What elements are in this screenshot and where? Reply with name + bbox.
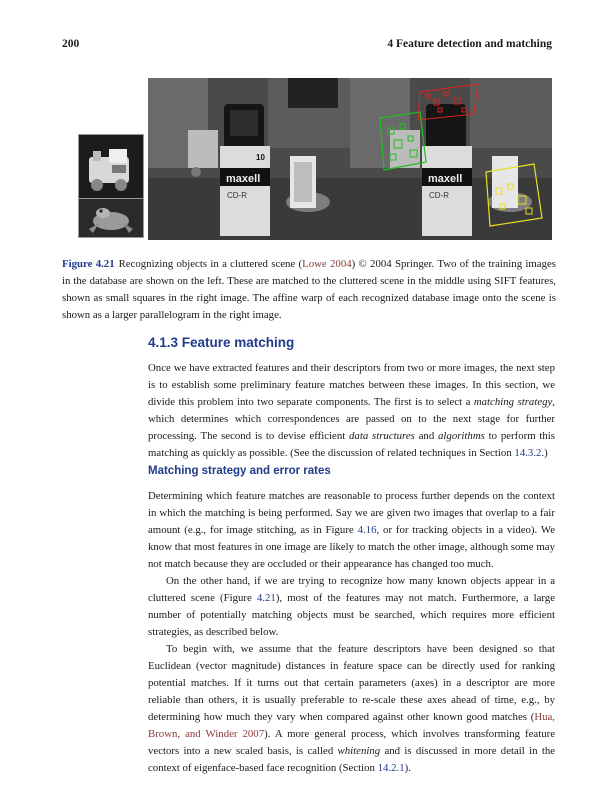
p1-term-data-structures: data structures <box>349 430 415 442</box>
paragraph-body <box>148 488 555 777</box>
matched-features-image <box>350 78 552 240</box>
p4-text-d: ). <box>404 762 411 774</box>
figure-caption <box>62 256 556 324</box>
box-brand-label: maxell <box>226 173 261 185</box>
subsection-title: Matching strategy and error rates <box>148 465 331 477</box>
p2-paragraph <box>148 490 555 570</box>
citation-lowe-2004[interactable]: Lowe 2004 <box>302 258 352 270</box>
section-link-14-2-1[interactable]: 14.2.1 <box>377 762 405 774</box>
caption-text-pre: Recognizing objects in a cluttered scene ( <box>118 258 303 270</box>
p1-text-e: .) <box>541 447 548 459</box>
section-title: 4.1.3 Feature matching <box>148 335 295 350</box>
p3-text-b: ), most of the features may not match. Furthermore, a large number of potentially matching objects must be searched, which requires more efficient strategies, as described below. <box>148 592 555 638</box>
p4-term-whitening: whitening <box>337 745 381 757</box>
citation-hua-2007[interactable]: Hua, Brown, and Winder 2007 <box>148 711 555 740</box>
box-brand-label-2: maxell <box>428 173 463 185</box>
figure-4-21 <box>62 78 552 238</box>
cluttered-scene-image <box>148 78 350 240</box>
p2-text-a: Determining which feature matches are reasonable to process further depends on the context in which the matching is being performed. Say we are given two images that overlap to a fair amount (e.g., for image stitching, as in Figure <box>148 490 555 536</box>
p1-text-c: and <box>414 430 439 442</box>
p4-text-a: To begin with, we assume that the feature descriptors have been designed so that Euclidean (vector magnitude) distances in feature space can be directly used for ranking potential matches. If it turns out that certain parameters (axes) in a descriptor are more reliable than others, it is usually preferable to re-scale these axes ahead of time, e.g., by determining how much they vary when compared against other known good matches ( <box>148 643 555 723</box>
figure-label: Figure 4.21 <box>62 258 115 270</box>
page-number: 200 <box>62 38 80 50</box>
running-title: 4 Feature detection and matching <box>387 38 552 50</box>
caption-text-post: ) © 2004 Springer. Two of the training images in the database are shown on the left. These are matched to the cluttered scene in the middle using SIFT features, shown as small squares in the right image. The affine warp of each recognized database image onto the scene is shown as a larger parallelogram in the right image. <box>62 258 556 321</box>
figure-link-4-16[interactable]: 4.16 <box>357 524 377 536</box>
p3-text-a: On the other hand, if we are trying to recognize how many known objects appear in a cluttered scene (Figure <box>148 575 555 604</box>
p4-text-b: ). A more general process, which involves transforming feature vectors into a new scaled basis, is called <box>148 728 555 757</box>
figure-link-4-21[interactable]: 4.21 <box>256 592 276 604</box>
p2-text-b: , or for tracking objects in a video). We know that most features in one image are likely to match the other image, although some may not match because they are occluded or their appearance has changed too much. <box>148 524 555 570</box>
training-image-frog <box>78 198 144 238</box>
section-link-14-3-2[interactable]: 14.3.2 <box>514 447 542 459</box>
box-cdr-label: CD-R <box>227 191 247 200</box>
p1-text-b: , which determines which correspondences are passed on to the next stage for further processing. The second is to devise efficient <box>148 396 555 442</box>
paragraph-intro <box>148 360 555 462</box>
box-count-label: 10 <box>256 153 265 162</box>
p4-text-c: and is discussed in more detail in the context of eigenface-based face recognition (Section <box>148 745 556 774</box>
p4-paragraph <box>148 641 555 777</box>
box-cdr-label-2: CD-R <box>429 191 449 200</box>
p3-paragraph <box>148 573 555 641</box>
p1-text-d: to perform this matching as quickly as possible. (See the discussion of related techniques in Section <box>148 430 556 459</box>
page-header <box>62 38 552 54</box>
p1-term-algorithms: algorithms <box>438 430 485 442</box>
p1-term-matching-strategy: matching strategy <box>473 396 553 408</box>
p1-text-a: Once we have extracted features and their descriptors from two or more images, the next step is to establish some preliminary feature matches between these images. In this section, we divide this problem into two separate components. The first is to select a <box>148 362 555 408</box>
training-image-train <box>78 134 144 200</box>
